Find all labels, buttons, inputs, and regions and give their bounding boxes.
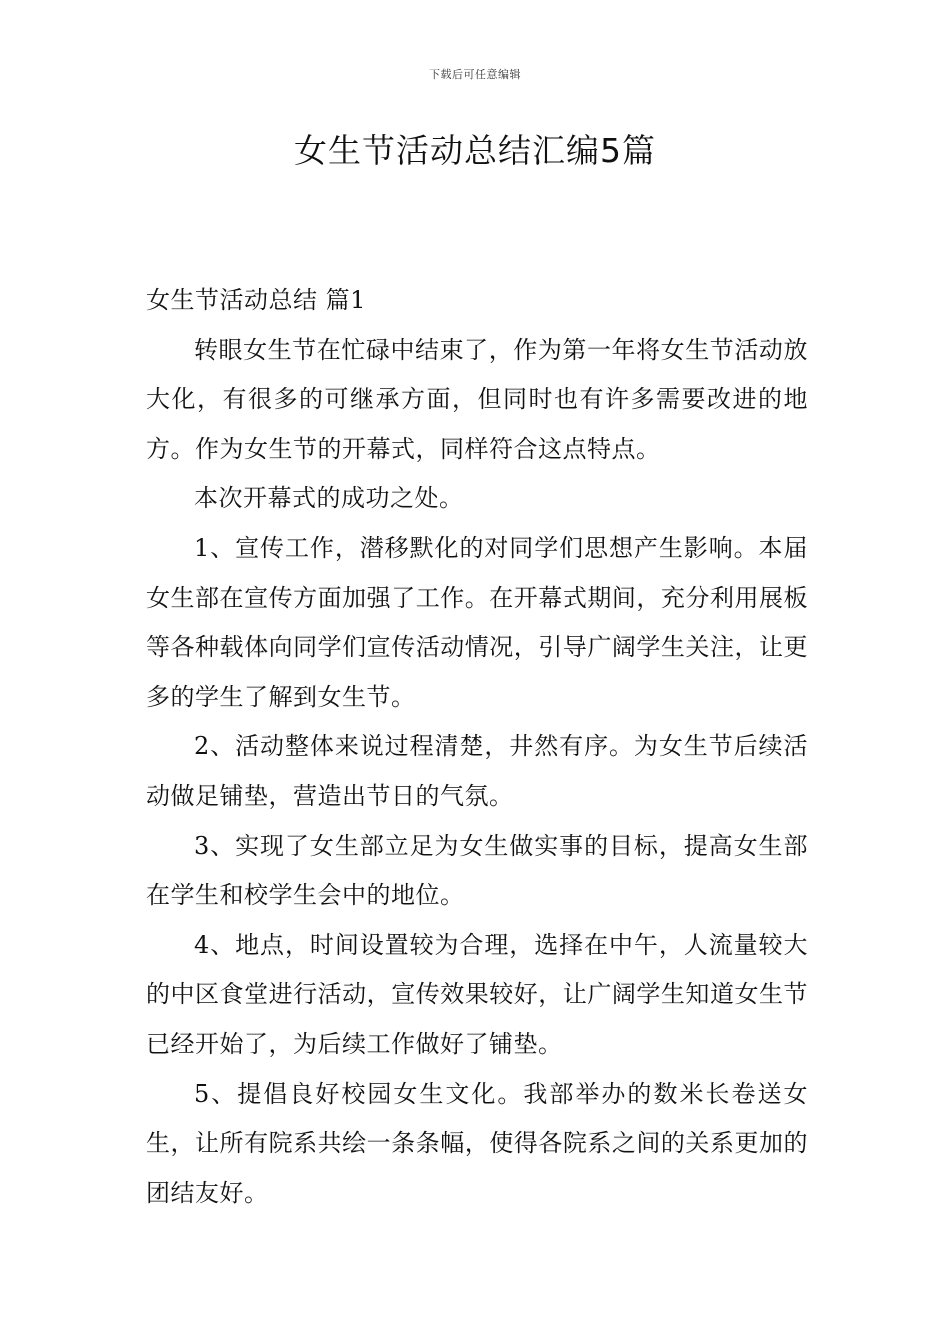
paragraph-intro: 转眼女生节在忙碌中结束了，作为第一年将女生节活动放大化，有很多的可继承方面，但同时也有许多需要改进的地方。作为女生节的开幕式，同样符合这点特点。	[146, 335, 808, 463]
document-body	[146, 276, 808, 1218]
paragraph-point-3: 3、实现了女生部立足为女生做实事的目标，提高女生部在学生和校学生会中的地位。	[146, 831, 808, 910]
paragraph-point-5: 5、提倡良好校园女生文化。我部举办的数米长卷送女生，让所有院系共绘一条条幅，使得各院系之间的关系更加的团结友好。	[146, 1079, 808, 1207]
section-heading: 女生节活动总结 篇1	[146, 286, 366, 314]
paragraph-point-1: 1、宣传工作，潜移默化的对同学们思想产生影响。本届女生部在宣传方面加强了工作。在开幕式期间，充分利用展板等各种载体向同学们宣传活动情况，引导广阔学生关注，让更多的学生了解到女生节。	[146, 533, 808, 711]
header-note: 下载后可任意编辑	[429, 68, 521, 81]
paragraph-point-2: 2、活动整体来说过程清楚，井然有序。为女生节后续活动做足铺垫，营造出节日的气氛。	[146, 732, 808, 810]
paragraph-point-4: 4、地点，时间设置较为合理，选择在中午，人流量较大的中区食堂进行活动，宣传效果较好，让广阔学生知道女生节已经开始了，为后续工作做好了铺垫。	[146, 930, 808, 1058]
document-title: 女生节活动总结汇编5篇	[294, 131, 656, 170]
paragraph-success-points: 本次开幕式的成功之处。	[194, 484, 464, 513]
